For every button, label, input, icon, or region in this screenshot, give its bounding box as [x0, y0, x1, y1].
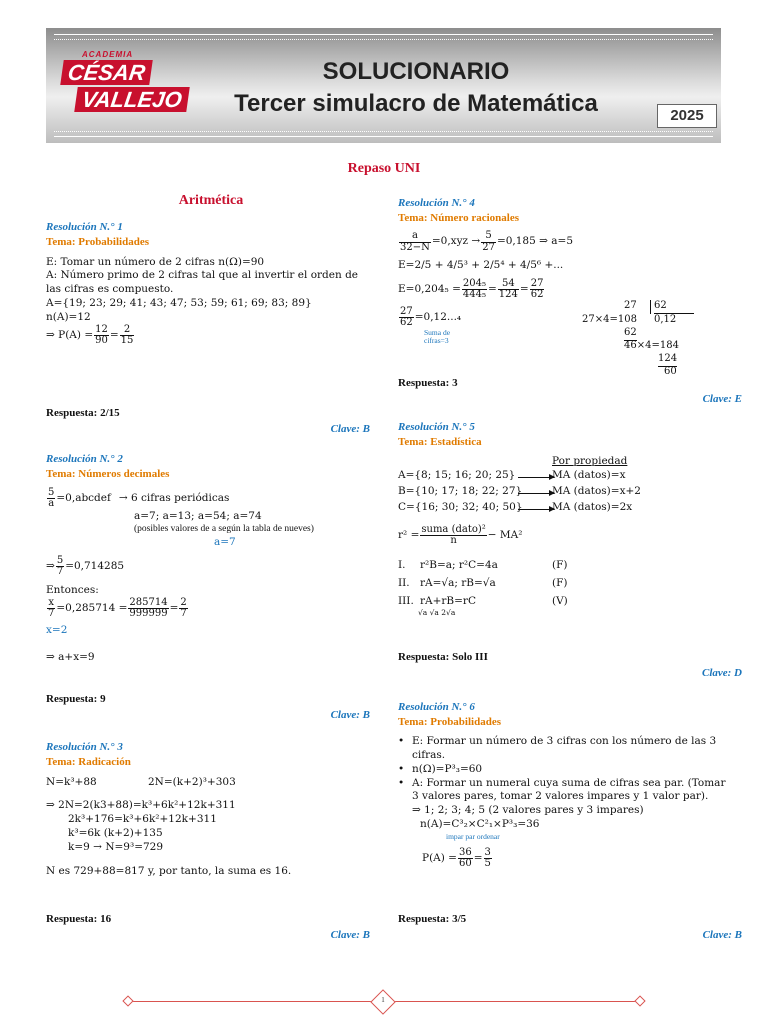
numerator: 204₅ — [462, 277, 486, 289]
logo-academia: ACADEMIA — [82, 50, 134, 59]
formula-text: =0,xyz → — [431, 235, 481, 248]
formula-row — [398, 525, 728, 547]
numerator: 2 — [180, 596, 187, 608]
denominator: a — [48, 498, 55, 509]
topic: Tema: Estadística — [398, 435, 482, 448]
denominator: 15 — [120, 335, 134, 347]
text-line: k³=6k (k+2)+135 — [68, 827, 163, 840]
resolution-3 — [46, 740, 376, 940]
statement-verdict: (F) — [552, 558, 568, 571]
formula-text: N=k³+88 — [46, 775, 97, 788]
formula-text: =0,12...₄ — [414, 310, 462, 323]
divisor: 62 — [654, 300, 694, 314]
answer: Respuesta: 2/15 — [46, 407, 120, 420]
answer: Respuesta: 9 — [46, 693, 106, 706]
answer-key: Clave: B — [330, 709, 370, 722]
statement-i — [398, 559, 728, 577]
section-heading: Repaso UNI — [347, 161, 421, 176]
set-row-b — [398, 485, 728, 501]
resolution-1 — [46, 220, 376, 436]
mean-text: MA (datos)=x — [552, 468, 626, 481]
set-text: B={10; 17; 18; 22; 27} — [398, 484, 523, 497]
denominator: 62 — [530, 289, 544, 301]
resolution-2 — [46, 452, 376, 722]
academy-logo — [58, 50, 184, 118]
fraction — [481, 231, 496, 253]
footer-diamond-left — [122, 995, 133, 1006]
set-row-a — [398, 469, 728, 485]
remainder: 60 — [664, 366, 677, 377]
numerator: 27 — [530, 277, 544, 289]
answer-key: Clave: B — [702, 929, 742, 941]
answer-key: Clave: B — [330, 423, 370, 436]
annotation-note: Suma de cifras=3 — [424, 327, 451, 346]
statement-text: rA=√a; rB=√a — [420, 576, 496, 589]
fraction — [56, 556, 64, 578]
numerator: 36 — [458, 846, 472, 858]
numerator: x — [48, 596, 54, 608]
statement-number: II. — [398, 576, 410, 589]
fraction — [120, 325, 135, 347]
topic: Tema: Número racionales — [398, 211, 519, 224]
fraction — [47, 488, 55, 510]
fraction — [399, 307, 414, 329]
step: 124 — [658, 353, 677, 367]
logo-line-1: CÉSAR — [60, 60, 153, 85]
step: 46×4=184 — [624, 340, 679, 351]
statement-ii — [398, 577, 728, 595]
year-badge: 2025 — [657, 104, 717, 128]
denominator: 999999 — [129, 608, 168, 620]
fraction — [498, 279, 519, 301]
text-line: a=7 — [214, 535, 236, 548]
denominator: 62 — [400, 317, 413, 329]
fraction — [94, 325, 109, 347]
resolution-4 — [398, 196, 742, 406]
text-line: ⇒ 2N=2(k3+88)=k³+6k²+12k+311 — [46, 799, 236, 812]
formula-text: − MA² — [487, 528, 523, 541]
statement-subnote: √a √a 2√a — [418, 607, 456, 617]
statement-number: I. — [398, 558, 406, 571]
topic: Tema: Radicación — [46, 755, 131, 768]
arrow-icon — [518, 509, 554, 510]
text-line: E=2/5 + 4/5³ + 2/5⁴ + 4/5⁶ +... — [398, 259, 564, 272]
text-line: N es 729+88=817 y, por tanto, la suma es 16. — [46, 864, 292, 877]
fraction — [399, 231, 431, 253]
text-line: n(A)=C³₂×C²₁×P³₃=36 — [420, 818, 540, 831]
resolution-title: Resolución N.° 3 — [46, 741, 123, 754]
step: 27×4=108 — [582, 314, 637, 325]
answer-key: Clave: B — [330, 929, 370, 942]
formula-text: =0,714285 — [65, 559, 125, 572]
text-line: A={19; 23; 29; 41; 43; 47; 53; 59; 61; 69; 83; 89} — [46, 297, 312, 310]
denominator: 7 — [180, 608, 187, 620]
property-label: Por propiedad — [552, 455, 628, 468]
denominator: n — [450, 535, 457, 547]
denominator: 124 — [498, 289, 518, 301]
topic: Tema: Probabilidades — [46, 235, 149, 248]
resolution-title: Resolución N.° 2 — [46, 453, 123, 466]
numerator: 2 — [120, 325, 135, 337]
arrow-icon — [518, 493, 554, 494]
formula-row: P(A) = $\frac{36}{60}$ = $\frac{3}{5}$ — [422, 846, 491, 870]
statement-iii — [398, 595, 728, 621]
fraction — [484, 848, 492, 870]
answer: Respuesta: 16 — [46, 913, 112, 926]
resolution-6 — [398, 700, 742, 950]
numerator: 27 — [400, 305, 413, 317]
set-row-c — [398, 501, 728, 517]
footer-diamond-right — [634, 995, 645, 1006]
formula-row — [46, 488, 376, 510]
text-line: A: Número primo de 2 cifras tal que al invertir el orden de las cifras es compuesto. — [46, 269, 359, 296]
fraction — [530, 279, 545, 301]
long-division — [582, 300, 734, 377]
mean-text: MA (datos)=x+2 — [552, 484, 641, 497]
denominator: 90 — [95, 335, 108, 347]
numerator: suma (dato)² — [421, 523, 486, 535]
bullet-item: • E: Formar un número de 3 cifras con los número de las 3 cifras. — [398, 735, 728, 763]
formula-text: ⇒ P(A) = — [46, 328, 94, 341]
mean-text: MA (datos)=2x — [552, 500, 633, 513]
formula-row: $\frac{x}{7}$ =0,285714 = $\frac{285714}{999999}$ = $\frac{2}{7}$ — [48, 596, 187, 620]
text-line: Entonces: — [46, 583, 99, 596]
answer: Respuesta: 3 — [398, 377, 458, 389]
page-number: 1 — [381, 996, 385, 1004]
header-decoration-top — [54, 34, 713, 40]
topic: Tema: Probabilidades — [398, 715, 501, 728]
resolution-title: Resolución N.° 5 — [398, 421, 475, 433]
set-text: C={16; 30; 32; 40; 50} — [398, 500, 523, 513]
text-line: ⇒ a+x=9 — [46, 651, 95, 664]
set-text: A={8; 15; 16; 20; 25} — [398, 468, 516, 481]
resolution-title: Resolución N.° 6 — [398, 701, 475, 713]
statement-text: r²B=a; r²C=4a — [420, 558, 498, 571]
text-line: a=7; a=13; a=54; a=74 — [134, 509, 262, 522]
numerator: 5 — [56, 554, 64, 566]
topic: Tema: Números decimales — [46, 467, 170, 480]
text-line: 2k³+176=k³+6k²+12k+311 — [68, 813, 217, 826]
step: 62 — [624, 327, 637, 341]
resolution-5 — [398, 420, 742, 688]
text-line: n(A)=12 — [46, 310, 91, 323]
denominator: 32−N — [400, 241, 430, 253]
formula-row: ⇒ $\frac{5}{7}$ =0,714285 — [46, 554, 125, 578]
statement-verdict: (V) — [552, 594, 568, 607]
answer: Respuesta: Solo III — [398, 651, 488, 663]
logo-line-2: VALLEJO — [74, 87, 189, 112]
resolution-title: Resolución N.° 1 — [46, 221, 123, 234]
formula-text: =0,185 ⇒ a=5 — [496, 235, 574, 248]
header-decoration-bottom — [54, 131, 713, 137]
formula-row: ⇒ P(A) = $\frac{12}{90}$ = $\frac{2}{15}$ — [46, 323, 134, 347]
denominator: 27 — [482, 241, 495, 253]
fraction — [128, 598, 168, 620]
resolution-title: Resolución N.° 4 — [398, 197, 475, 209]
denominator: 60 — [458, 858, 472, 870]
text-line: ⇒ 1; 2; 3; 4; 5 (2 valores pares y 3 impares) — [412, 804, 644, 817]
quotient: 0,12 — [654, 314, 677, 325]
subject-title: Aritmética — [178, 193, 244, 208]
text-line: (posibles valores de a según la tabla de nueves) — [134, 524, 314, 535]
numerator: 5 — [48, 486, 55, 498]
statement-text: rA+rB=rC — [420, 594, 476, 607]
fraction — [462, 279, 487, 301]
annotation-note: impar par ordenar — [446, 832, 500, 842]
text-line: E: Tomar un número de 2 cifras n(Ω)=90 — [46, 255, 265, 268]
numerator: 12 — [95, 323, 108, 335]
fraction — [420, 525, 486, 547]
formula-row: E=0,204₅ = $\frac{\text{204₅}}{\text{444₅}}$ = $\frac{54}{124}$ = $\frac{27}{62}$ — [398, 277, 544, 301]
formula-text: =0,285714 = — [56, 601, 128, 614]
formula-text: E=0,204₅ = — [398, 282, 461, 295]
left-column — [46, 188, 376, 940]
dividend: 27 — [624, 300, 637, 311]
fraction — [179, 598, 187, 620]
answer-key: Clave: D — [701, 667, 742, 679]
denominator: 5 — [484, 858, 491, 870]
formula-row — [398, 231, 728, 253]
text-line: x=2 — [46, 623, 68, 636]
statement-verdict: (F) — [552, 576, 568, 589]
formula-text: → 6 cifras periódicas — [118, 491, 230, 504]
statement-number: III. — [398, 594, 414, 607]
right-column — [398, 196, 742, 950]
page-footer — [130, 996, 638, 1008]
formula-text: r² = — [398, 528, 420, 541]
numerator: 54 — [498, 279, 519, 291]
formula-row — [46, 776, 376, 790]
fraction — [458, 848, 473, 870]
numerator: 285714 — [129, 596, 168, 608]
numerator: 3 — [484, 846, 491, 858]
numerator: 5 — [481, 231, 496, 243]
answer: Respuesta: 3/5 — [398, 913, 467, 925]
denominator: 7 — [56, 566, 64, 578]
fraction — [47, 598, 55, 620]
numerator: a — [399, 231, 431, 243]
denominator: 444₅ — [462, 289, 486, 301]
formula-text: =0,abcdef — [56, 491, 111, 504]
formula-text: P(A) = — [422, 852, 457, 864]
denominator: 7 — [48, 608, 55, 620]
text-line: k=9 → N=9³=729 — [68, 840, 164, 853]
answer-key: Clave: E — [702, 393, 742, 405]
arrow-icon — [518, 477, 554, 478]
formula-text: 2N=(k+2)³+303 — [148, 775, 236, 788]
header-banner — [46, 28, 721, 143]
doc-title: SOLUCIONARIO — [322, 58, 510, 85]
bullet-item: • A: Formar un numeral cuya suma de cifras sea par. (Tomar 3 valores pares, tomar 2 valores impares y 1 valor par). — [398, 777, 728, 805]
bullet-item: • n(Ω)=P³₃=60 — [398, 763, 728, 777]
doc-subtitle: Tercer simulacro de Matemática — [234, 90, 598, 117]
division-bar — [650, 300, 651, 314]
